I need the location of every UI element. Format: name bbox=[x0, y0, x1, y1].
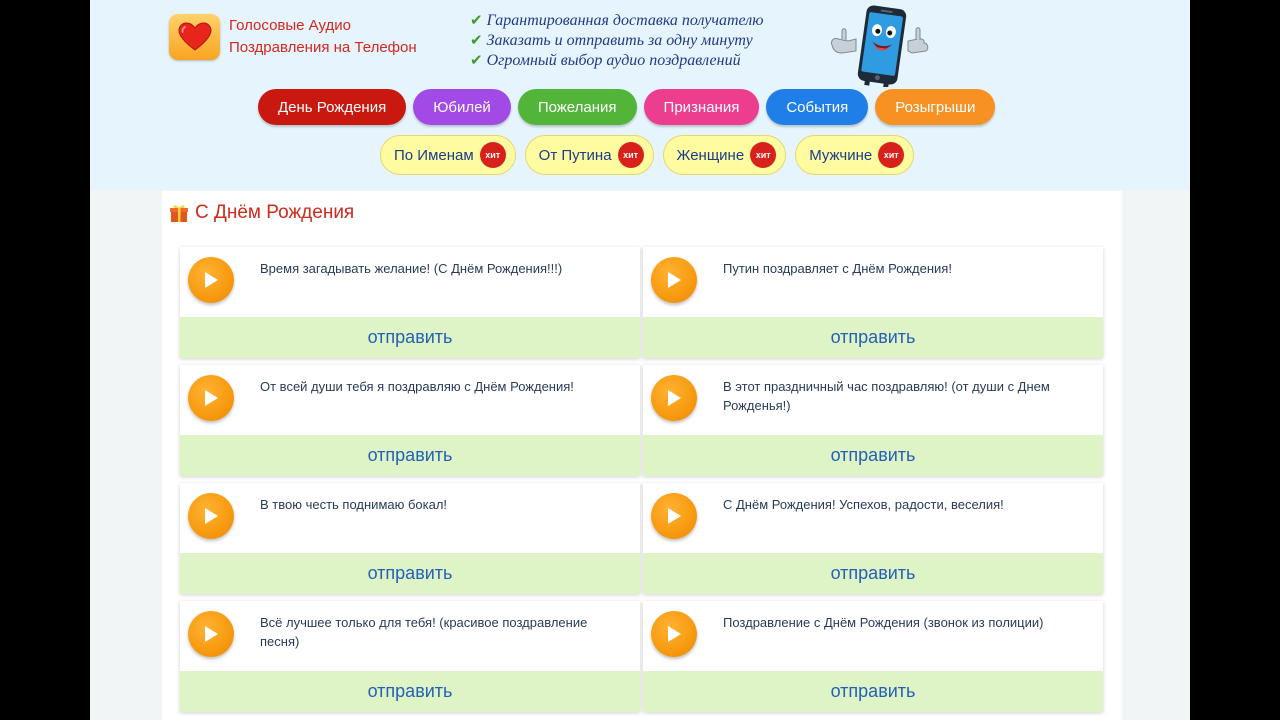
play-icon[interactable] bbox=[651, 493, 697, 539]
send-button[interactable]: отправить bbox=[643, 553, 1103, 594]
nav-pranks[interactable]: Розыгрыши bbox=[875, 89, 995, 125]
nav-anniversary[interactable]: Юбилей bbox=[413, 89, 511, 125]
section-title-text: С Днём Рождения bbox=[195, 202, 355, 223]
secondary-category-nav bbox=[380, 135, 914, 175]
main-content bbox=[162, 191, 1122, 720]
logo-line-2: Поздравления на Телефон bbox=[229, 39, 417, 56]
greeting-card bbox=[180, 365, 640, 476]
greeting-title: Путин поздравляет с Днём Рождения! bbox=[723, 261, 952, 276]
send-button[interactable]: отправить bbox=[643, 435, 1103, 476]
hit-badge: хит bbox=[618, 142, 644, 168]
primary-category-nav bbox=[258, 89, 995, 125]
checkmark-icon: ✔ bbox=[470, 13, 483, 29]
greeting-title: В твою честь поднимаю бокал! bbox=[260, 497, 448, 512]
hit-badge: хит bbox=[750, 142, 776, 168]
greeting-title: В этот праздничный час поздравляю! (от души с Днем Рожденья!) bbox=[723, 379, 1050, 413]
gift-icon bbox=[169, 203, 189, 223]
page bbox=[90, 0, 1190, 720]
send-button[interactable]: отправить bbox=[643, 317, 1103, 358]
greeting-card bbox=[643, 247, 1103, 358]
hit-badge: хит bbox=[878, 142, 904, 168]
site-header bbox=[90, 0, 1190, 190]
greeting-card bbox=[180, 601, 640, 712]
nav-for-woman[interactable] bbox=[663, 135, 787, 175]
heart-logo-icon[interactable] bbox=[169, 14, 220, 60]
send-button[interactable]: отправить bbox=[180, 317, 640, 358]
play-icon[interactable] bbox=[188, 493, 234, 539]
greeting-card bbox=[643, 365, 1103, 476]
logo-line-1: Голосовые Аудио bbox=[229, 17, 351, 34]
greeting-card bbox=[180, 483, 640, 594]
play-icon[interactable] bbox=[188, 375, 234, 421]
send-button[interactable]: отправить bbox=[180, 553, 640, 594]
send-button[interactable]: отправить bbox=[180, 671, 640, 712]
feature-item: ✔ Гарантированная доставка получателю bbox=[470, 12, 764, 29]
nav-label: По Именам bbox=[394, 146, 474, 164]
send-button[interactable]: отправить bbox=[643, 671, 1103, 712]
play-icon[interactable] bbox=[188, 257, 234, 303]
greeting-title: Время загадывать желание! (С Днём Рождения!!!) bbox=[260, 261, 563, 276]
play-icon[interactable] bbox=[651, 257, 697, 303]
nav-confessions[interactable]: Признания bbox=[644, 89, 760, 125]
hit-badge: хит bbox=[480, 142, 506, 168]
checkmark-icon: ✔ bbox=[470, 33, 483, 49]
play-icon[interactable] bbox=[651, 611, 697, 657]
greeting-card bbox=[643, 483, 1103, 594]
nav-from-putin[interactable] bbox=[525, 135, 654, 175]
nav-label: Мужчине bbox=[809, 146, 873, 164]
phone-mascot-icon bbox=[828, 3, 934, 87]
feature-item: ✔ Заказать и отправить за одну минуту bbox=[470, 32, 753, 49]
site-logo-text[interactable] bbox=[229, 15, 449, 59]
features-list bbox=[470, 11, 764, 71]
nav-wishes[interactable]: Пожелания bbox=[518, 89, 637, 125]
feature-item: ✔ Огромный выбор аудио поздравлений bbox=[470, 52, 741, 69]
greeting-title: Поздравление с Днём Рождения (звонок из полиции) bbox=[723, 615, 1044, 630]
play-icon[interactable] bbox=[188, 611, 234, 657]
nav-for-man[interactable] bbox=[795, 135, 914, 175]
send-button[interactable]: отправить bbox=[180, 435, 640, 476]
section-title bbox=[169, 201, 354, 225]
greeting-card bbox=[180, 247, 640, 358]
greeting-card bbox=[643, 601, 1103, 712]
nav-label: От Путина bbox=[538, 146, 612, 164]
nav-birthday[interactable]: День Рождения bbox=[258, 89, 406, 125]
nav-by-names[interactable] bbox=[380, 135, 516, 175]
nav-events[interactable]: События bbox=[766, 89, 868, 125]
greeting-title: От всей души тебя я поздравляю с Днём Рождения! bbox=[260, 379, 574, 394]
checkmark-icon: ✔ bbox=[470, 53, 483, 69]
play-icon[interactable] bbox=[651, 375, 697, 421]
greeting-title: С Днём Рождения! Успехов, радости, веселия! bbox=[723, 497, 1004, 512]
greeting-title: Всё лучшее только для тебя! (красивое поздравление песня) bbox=[260, 615, 588, 649]
nav-label: Женщине bbox=[676, 146, 745, 164]
